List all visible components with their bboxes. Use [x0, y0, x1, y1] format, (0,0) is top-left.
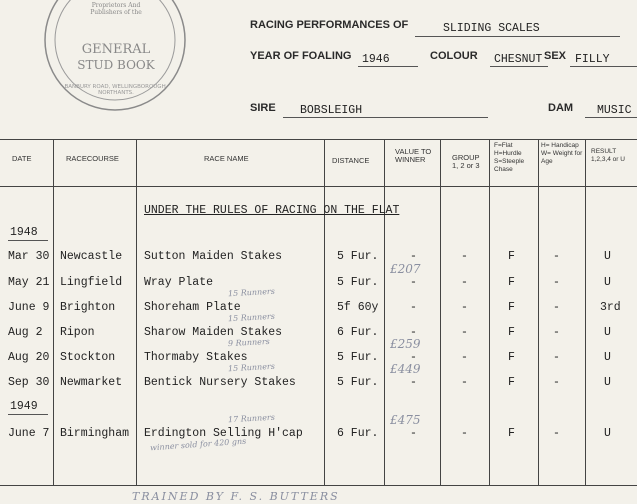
handwritten-prize-value: £259 — [390, 337, 421, 351]
year-1949-underline — [8, 414, 48, 415]
cell-race-name: Erdington Selling H'cap — [144, 427, 303, 440]
cell-handicap: - — [553, 250, 560, 263]
sex-underline — [570, 66, 637, 67]
cell-group: - — [461, 376, 468, 389]
cell-group: - — [461, 250, 468, 263]
handwritten-runners-note: 15 Runners — [227, 286, 276, 299]
cell-distance: 6 Fur. — [337, 427, 379, 440]
cell-type: F — [508, 427, 515, 440]
handwritten-runners-note: 15 Runners — [227, 311, 276, 324]
handwritten-extra-note: winner sold for 420 gns — [149, 436, 247, 453]
cell-value: - — [410, 276, 417, 289]
cell-race-name: Shoreham Plate — [144, 301, 241, 314]
col-divider — [53, 140, 54, 485]
cell-type: F — [508, 376, 515, 389]
sire-underline — [283, 117, 488, 118]
cell-date: Aug 20 — [8, 351, 50, 364]
handwritten-runners-note: 17 Runners — [227, 412, 276, 425]
colour-value: CHESNUT — [494, 53, 543, 66]
cell-racecourse: Newmarket — [60, 376, 123, 389]
cell-distance: 5 Fur. — [337, 276, 379, 289]
cell-group: - — [461, 326, 468, 339]
dam-label: DAM — [548, 102, 574, 114]
stamp-arc-text: BANBURY ROAD, WELLINGBOROUGH, NORTHANTS. — [64, 84, 168, 96]
cell-value: - — [410, 326, 417, 339]
col-header-handicap: H= Handicap W= Weight for Age — [541, 142, 583, 165]
cell-value: - — [410, 301, 417, 314]
col-divider — [384, 140, 385, 485]
cell-racecourse: Newcastle — [60, 250, 123, 263]
handwritten-runners-note: 9 Runners — [227, 336, 270, 349]
cell-race-name: Bentick Nursery Stakes — [144, 376, 296, 389]
colour-underline — [490, 66, 548, 67]
cell-race-name: Wray Plate — [144, 276, 214, 289]
year-1949: 1949 — [10, 400, 38, 413]
cell-group: - — [461, 351, 468, 364]
foaling-label: YEAR OF FOALING — [250, 50, 352, 62]
cell-date: May 21 — [8, 276, 50, 289]
cell-group: - — [461, 427, 468, 440]
cell-handicap: - — [553, 376, 560, 389]
col-header-value: VALUE TO WINNER — [395, 147, 432, 164]
cell-result: 3rd — [600, 301, 621, 314]
cell-result: U — [604, 250, 611, 263]
stamp-title-line1: GENERAL — [81, 42, 151, 57]
stud-book-stamp — [40, 0, 190, 120]
cell-handicap: - — [553, 301, 560, 314]
racing-performances-label: RACING PERFORMANCES OF — [250, 19, 409, 31]
colour-label: COLOUR — [430, 50, 478, 62]
cell-racecourse: Brighton — [60, 301, 116, 314]
cell-value: - — [410, 376, 417, 389]
cell-date: June 7 — [8, 427, 50, 440]
year-1948: 1948 — [10, 226, 38, 239]
handwritten-prize-value: £475 — [390, 413, 421, 427]
cell-distance: 5 Fur. — [337, 250, 379, 263]
cell-result: U — [604, 427, 611, 440]
sex-value: FILLY — [575, 53, 610, 66]
cell-type: F — [508, 326, 515, 339]
cell-date: Sep 30 — [8, 376, 50, 389]
cell-distance: 5f 60y — [337, 301, 379, 314]
cell-result: U — [604, 276, 611, 289]
col-header-race-name: RACE NAME — [204, 154, 249, 163]
col-divider — [136, 140, 137, 485]
stamp-title-line2: STUD BOOK — [77, 58, 155, 72]
cell-result: U — [604, 326, 611, 339]
cell-value: - — [410, 250, 417, 263]
cell-value: - — [410, 427, 417, 440]
col-header-distance: DISTANCE — [332, 156, 370, 165]
sex-label: SEX — [544, 50, 567, 62]
cell-handicap: - — [553, 427, 560, 440]
col-divider — [489, 140, 490, 485]
cell-group: - — [461, 276, 468, 289]
handwritten-footer: TRAINED BY F. S. BUTTERS — [132, 490, 340, 503]
col-divider — [538, 140, 539, 485]
cell-distance: 5 Fur. — [337, 351, 379, 364]
cell-race-name: Sharow Maiden Stakes — [144, 326, 283, 339]
cell-race-name: Thormaby Stakes — [144, 351, 248, 364]
col-divider — [440, 140, 441, 485]
cell-distance: 6 Fur. — [337, 326, 379, 339]
table-bottom-line — [0, 485, 637, 486]
col-divider — [324, 140, 325, 485]
cell-racecourse: Birmingham — [60, 427, 130, 440]
col-header-date: DATE — [12, 154, 32, 163]
cell-date: June 9 — [8, 301, 50, 314]
cell-type: F — [508, 301, 515, 314]
cell-type: F — [508, 351, 515, 364]
handwritten-runners-note: 15 Runners — [227, 361, 276, 374]
rules-heading: UNDER THE RULES OF RACING ON THE FLAT — [144, 204, 400, 217]
handwritten-prize-value: £207 — [390, 262, 421, 276]
col-header-result: RESULT 1,2,3,4 or U — [591, 148, 625, 163]
sire-value: BOBSLEIGH — [300, 104, 363, 117]
cell-value: - — [410, 351, 417, 364]
cell-date: Mar 30 — [8, 250, 50, 263]
dam-underline — [585, 117, 637, 118]
cell-group: - — [461, 301, 468, 314]
cell-type: F — [508, 250, 515, 263]
horse-name-underline — [415, 36, 620, 37]
table-top-line — [0, 139, 637, 140]
cell-handicap: - — [553, 326, 560, 339]
cell-racecourse: Lingfield — [60, 276, 123, 289]
cell-type: F — [508, 276, 515, 289]
cell-racecourse: Stockton — [60, 351, 116, 364]
cell-result: U — [604, 376, 611, 389]
col-header-group: GROUP 1, 2 or 3 — [452, 153, 480, 170]
stamp-top-text: Proprietors And Publishers of the — [90, 2, 142, 16]
cell-distance: 5 Fur. — [337, 376, 379, 389]
cell-handicap: - — [553, 351, 560, 364]
cell-result: U — [604, 351, 611, 364]
cell-date: Aug 2 — [8, 326, 43, 339]
col-header-type: F=Flat H=Hurdle S=Steeple Chase — [494, 142, 525, 173]
foaling-underline — [358, 66, 418, 67]
col-header-racecourse: RACECOURSE — [66, 154, 119, 163]
cell-race-name: Sutton Maiden Stakes — [144, 250, 283, 263]
handwritten-prize-value: £449 — [390, 362, 421, 376]
horse-name: SLIDING SCALES — [443, 22, 540, 35]
sire-label: SIRE — [250, 102, 276, 114]
col-divider — [585, 140, 586, 485]
foaling-value: 1946 — [362, 53, 390, 66]
cell-racecourse: Ripon — [60, 326, 95, 339]
dam-value: MUSIC — [597, 104, 632, 117]
table-header-bottom-line — [0, 186, 637, 187]
cell-handicap: - — [553, 276, 560, 289]
year-1948-underline — [8, 240, 48, 241]
